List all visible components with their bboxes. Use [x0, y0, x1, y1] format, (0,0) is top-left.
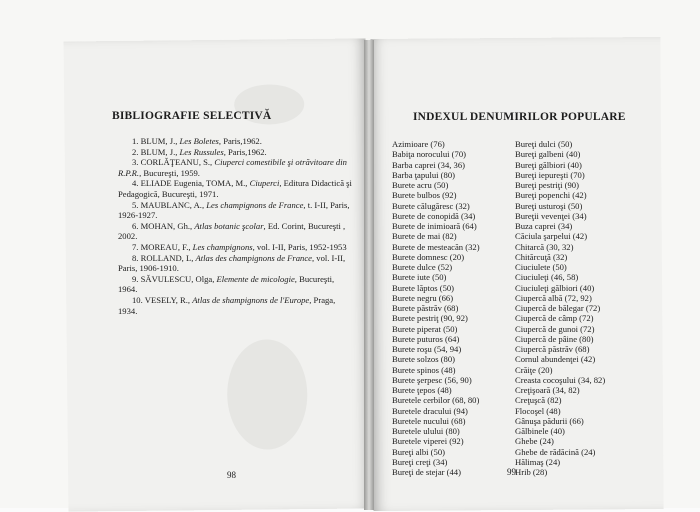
bibliography-entry: 10. VESELY, R., Atlas de shampignons de l'Europe, Praga, 1934.	[118, 294, 336, 316]
index-entry: Ciuciuleţi (46, 58)	[515, 272, 579, 283]
index-entry: Burete de inimioară (64)	[392, 221, 477, 231]
index-entry: Bureţi galbeni (40)	[515, 149, 581, 160]
index-entry: Burete puturos (64)	[392, 333, 460, 344]
index-entry: Ghebe (24)	[515, 436, 554, 447]
index-title: INDEXUL DENUMIRILOR POPULARE	[413, 111, 626, 123]
index-entry: Burete ţepos (48)	[392, 385, 452, 395]
index-entry: Burete iute (50)	[392, 272, 447, 283]
bibliography-list	[118, 136, 354, 316]
index-entry: Creţuşcă (82)	[515, 395, 562, 406]
book-spine	[364, 40, 374, 510]
index-entry: Gălbinele (40)	[515, 426, 565, 436]
index-entry: Chitarcă (30, 32)	[515, 241, 574, 252]
bibliography-entry: 6. MOHAN, Gh., Atlas botanic şcolar, Ed. Corint, Bucureşti , 2002.	[118, 220, 346, 242]
index-entry: Bureţi gălbiori (40)	[515, 159, 582, 170]
bibliography-entry: 1. BLUM, J., Les Boletes, Paris,1962.	[132, 136, 262, 146]
index-entry: Burete acru (50)	[392, 180, 449, 190]
index-entry: Crăiţe (20)	[515, 364, 553, 375]
index-entry: Hălimaş (24)	[515, 456, 561, 467]
index-entry: Flocoşel (48)	[515, 405, 561, 416]
index-entry: Buretele dracului (94)	[392, 405, 468, 416]
index-entry: Burete negru (66)	[392, 292, 454, 303]
index-entry: Barba ţapului (80)	[392, 169, 456, 180]
index-entry: Burete călugăresc (32)	[392, 200, 470, 211]
index-entry: Burete de mai (82)	[392, 231, 457, 242]
index-entry: Ciupercă de bălegar (72)	[515, 303, 601, 313]
index-entry: Ciupercă de pâine (80)	[515, 333, 594, 344]
index-entry: Căciula şarpelui (42)	[515, 231, 588, 242]
page-number-left: 98	[227, 470, 236, 480]
index-column-1	[392, 139, 480, 477]
bibliography-entry: 2. BLUM, J., Les Russules, Paris,1962.	[132, 146, 267, 157]
index-entry: Bureţi usturoşi (50)	[515, 200, 583, 211]
index-entry: Barba caprei (34, 36)	[392, 159, 466, 170]
index-entry: Buretele viperei (92)	[392, 436, 464, 447]
index-entry: Burete lăptos (50)	[392, 282, 455, 293]
index-entry: Chitărcuţă (32)	[515, 251, 568, 262]
index-entry: Ghebe de rădăcină (24)	[515, 446, 596, 457]
index-entry: Burete roşu (54, 94)	[392, 344, 462, 354]
index-entry: Bureţi iepureşti (70)	[515, 169, 585, 180]
index-entry: Bureţi de stejar (44)	[392, 467, 461, 477]
index-entry: Burete piperat (50)	[392, 323, 458, 334]
index-entry: Ciupercă păstrăv (68)	[515, 344, 590, 354]
index-entry: Burete de conopidă (34)	[392, 210, 476, 221]
index-entry: Burete de mesteacăn (32)	[392, 241, 480, 252]
index-entry: Bureţi pestriţi (90)	[515, 180, 579, 190]
bibliography-entry: 3. CORLĂŢEANU, S., Ciuperci comestibile şi otrăvitoare din R.P.R., Bucureşti, 1959.	[118, 157, 347, 178]
index-entry: Gânuşa pădurii (66)	[515, 415, 584, 426]
index-entry: Buza caprei (34)	[515, 221, 573, 231]
index-entry: Bureţi popenchi (42)	[515, 190, 587, 201]
index-entry: Ciuciuleţi gălbiori (40)	[515, 282, 595, 293]
index-entry: Bureţi albi (50)	[392, 446, 445, 457]
index-entry: Burete păstrăv (68)	[392, 303, 459, 313]
index-entry: Bureţii vevenţei (34)	[515, 210, 587, 221]
index-entry: Creţişoară (34, 82)	[515, 385, 580, 395]
index-entry: Burete dulce (52)	[392, 262, 453, 272]
bibliography-entry: 8. ROLLAND, L, Atlas des champignons de France, vol. I-II, Paris, 1906-1910.	[118, 252, 346, 274]
index-entry: Creasta cocoşului (34, 82)	[515, 374, 606, 385]
index-entry: Bureţi creţi (34)	[392, 456, 448, 467]
index-entry: Azimioare (76)	[392, 139, 445, 149]
bibliography-entry: 7. MOREAU, F., Les champignons, vol. I-II, Paris, 1952-1953	[132, 241, 347, 252]
index-entry: Ciupercă de câmp (72)	[515, 313, 594, 324]
index-entry: Buretele ulului (80)	[392, 426, 460, 436]
index-entry: Bureţi dulci (50)	[515, 139, 573, 149]
page-number-right: 99	[507, 467, 516, 477]
index-entry: Burete pestriţ (90, 92)	[392, 313, 468, 324]
index-entry: Burete domnesc (20)	[392, 251, 465, 262]
index-entry: Buretele nucului (68)	[392, 415, 466, 426]
index-entry: Babiţa norocului (70)	[392, 149, 466, 160]
index-entry: Ciupercă de gunoi (72)	[515, 323, 595, 334]
index-entry: Cornul abundenţei (42)	[515, 354, 596, 365]
index-entry: Hrib (28)	[515, 467, 548, 477]
index-entry: Ciupercă albă (72, 92)	[515, 292, 592, 303]
index-entry: Burete şerpesc (56, 90)	[392, 374, 472, 385]
index-entry: Buretele cerbilor (68, 80)	[392, 395, 480, 406]
index-entry: Ciuciulete (50)	[515, 262, 567, 272]
show-through-stain	[227, 339, 308, 450]
bibliography-entry: 5. MAUBLANC, A., Les champignons de France, t. I-II, Paris, 1926-1927.	[118, 199, 350, 221]
bibliography-entry: 4. ELIADE Eugenia, TOMA, M., Ciuperci, Editura Didactică şi Pedagogică, Bucureşti, 1971.	[118, 178, 352, 199]
index-column-2	[515, 139, 605, 477]
index-entry: Burete bulbos (92)	[392, 190, 457, 201]
bibliography-entry: 9. SĂVULESCU, Olga, Elemente de micologie, Bucureşti, 1964.	[118, 273, 335, 295]
bibliography-title: BIBLIOGRAFIE SELECTIVĂ	[112, 110, 272, 122]
index-entry: Burete solzos (80)	[392, 354, 456, 365]
index-entry: Burete spinos (48)	[392, 364, 456, 375]
